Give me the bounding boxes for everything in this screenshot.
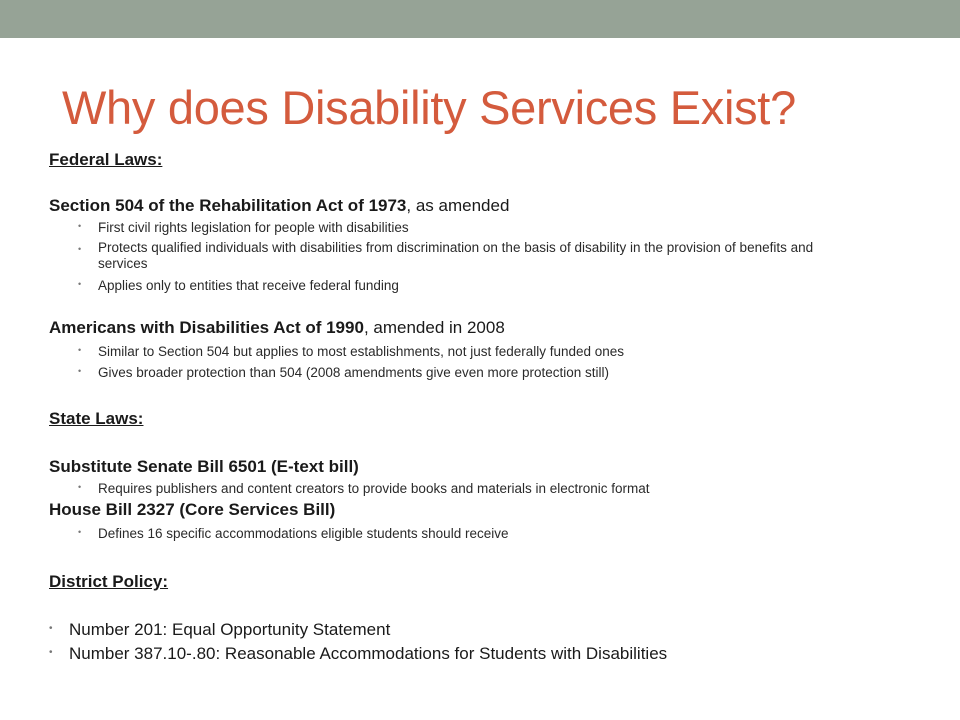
bullet-text: Applies only to entities that receive federal funding — [98, 278, 399, 293]
bullet-icon: • — [78, 482, 82, 492]
bullet-text: Similar to Section 504 but applies to most establishments, not just federally funded ones — [98, 344, 625, 359]
bill-6501-heading — [49, 457, 359, 477]
top-band — [0, 0, 960, 38]
federal-laws-heading: Federal Laws: — [49, 150, 163, 169]
ada-suffix: , amended in 2008 — [363, 318, 505, 337]
bullet-icon: • — [78, 366, 82, 376]
section-504-suffix: , as amended — [406, 196, 510, 215]
bill-6501-name: Substitute Senate Bill 6501 (E-text bill) — [49, 457, 359, 476]
state-laws-heading: State Laws: — [49, 409, 144, 428]
section-504-name: Section 504 of the Rehabilitation Act of 1973 — [49, 196, 407, 215]
ada-name: Americans with Disabilities Act of 1990 — [49, 318, 364, 337]
bullet-icon: • — [49, 623, 53, 634]
policy-text: Number 201: Equal Opportunity Statement — [69, 620, 391, 639]
bill-2327-heading — [49, 500, 335, 520]
bullet-text: Protects qualified individuals with disabilities from discrimination on the basis of disability in the provision of benefits and services — [98, 240, 814, 271]
bullet-icon: • — [78, 345, 82, 355]
bullet-icon: • — [78, 221, 82, 231]
policy-text: Number 387.10-.80: Reasonable Accommodations for Students with Disabilities — [69, 644, 668, 663]
bullet-text: Gives broader protection than 504 (2008 amendments give even more protection still) — [98, 365, 610, 380]
bullet-text: First civil rights legislation for people with disabilities — [98, 220, 409, 235]
bullet-icon: • — [78, 244, 82, 254]
list-item — [78, 240, 838, 272]
bullet-icon: • — [78, 527, 82, 537]
bullet-text: Defines 16 specific accommodations eligible students should receive — [98, 526, 509, 541]
bullet-icon: • — [49, 647, 53, 658]
slide-title: Why does Disability Services Exist? — [62, 81, 796, 134]
section-504-heading — [49, 196, 509, 216]
bullet-icon: • — [78, 279, 82, 289]
ada-heading — [49, 318, 505, 338]
bullet-text: Requires publishers and content creators to provide books and materials in electronic format — [98, 481, 650, 496]
district-policy-heading: District Policy: — [49, 572, 169, 591]
bill-2327-name: House Bill 2327 (Core Services Bill) — [49, 500, 336, 519]
